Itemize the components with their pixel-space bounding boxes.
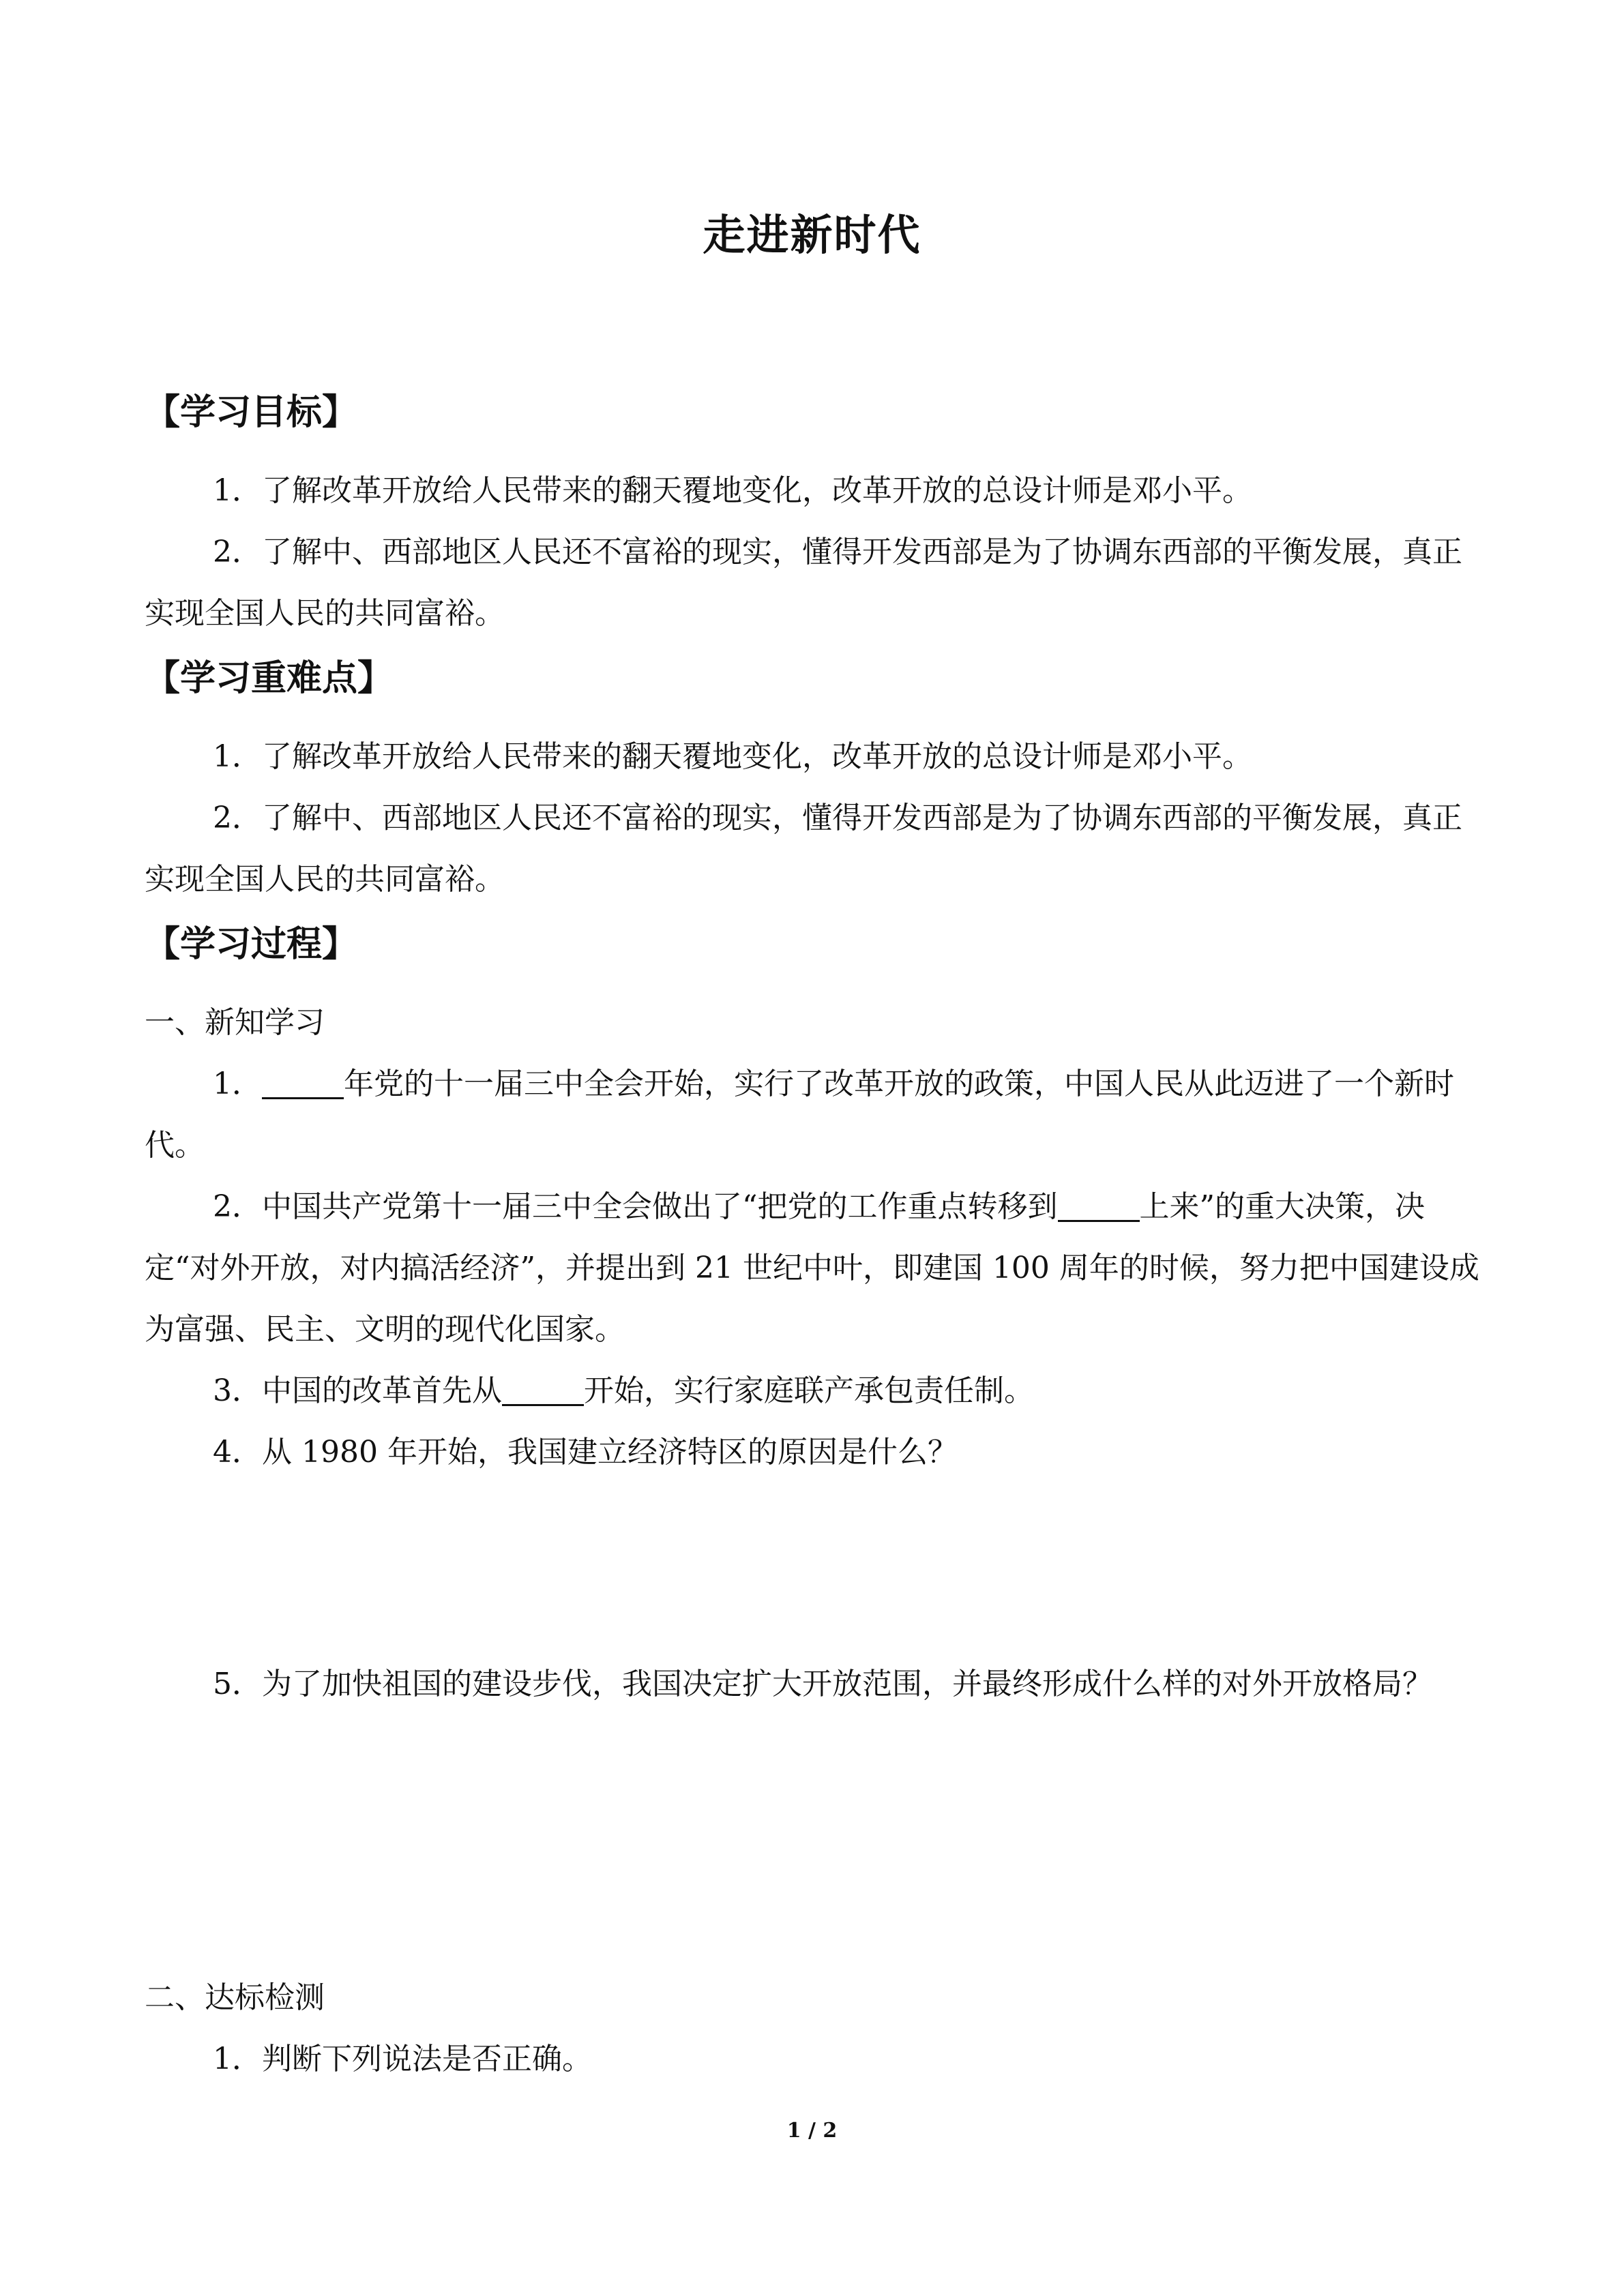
goal-item-1: 1．了解改革开放给人民带来的翻天覆地变化，改革开放的总设计师是邓小平。 <box>213 473 1252 508</box>
part-new-knowledge-label: 一、新知学习 <box>145 1005 325 1040</box>
key-point-item-2: 2．了解中、西部地区人民还不富裕的现实，懂得开发西部是为了协调东西部的平衡发展，真正实现全国人民的共同富裕。 <box>145 801 1462 897</box>
question-3-suffix: 开始，实行家庭联产承包责任制。 <box>584 1373 1034 1408</box>
heading-learning-goals: 【学习目标】 <box>145 392 358 433</box>
question-3-prefix: 3．中国的改革首先从 <box>213 1373 502 1408</box>
question-3 <box>145 1360 1485 1422</box>
question-1-suffix: 年党的十一届三中全会开始，实行了改革开放的政策，中国人民从此迈进了一个新时代。 <box>145 1067 1454 1163</box>
heading-key-points: 【学习重难点】 <box>145 658 394 699</box>
page-number: 1 / 2 <box>786 2119 838 2143</box>
question-2 <box>145 1176 1485 1360</box>
heading-learning-process: 【学习过程】 <box>145 924 358 965</box>
question-1-blank[interactable] <box>262 1058 344 1099</box>
question-3-blank[interactable] <box>502 1365 584 1406</box>
goal-item-2: 2．了解中、西部地区人民还不富裕的现实，懂得开发西部是为了协调东西部的平衡发展，真正实现全国人民的共同富裕。 <box>145 535 1462 631</box>
part-assessment-label: 二、达标检测 <box>145 1980 325 2015</box>
question-1 <box>145 1054 1485 1176</box>
question-2-suffix: 上来”的重大决策，决定“对外开放，对内搞活经济”，并提出到 21 世纪中叶，即建国 100 周年的时候，努力把中国建设成为富强、民主、文明的现代化国家。 <box>145 1189 1479 1347</box>
question-2-blank[interactable] <box>1058 1180 1140 1222</box>
document-title: 走进新时代 <box>703 210 921 260</box>
question-4: 4．从 1980 年开始，我国建立经济特区的原因是什么？ <box>213 1435 958 1470</box>
assessment-question-1: 1．判断下列说法是否正确。 <box>213 2042 592 2076</box>
key-point-item-1: 1．了解改革开放给人民带来的翻天覆地变化，改革开放的总设计师是邓小平。 <box>213 739 1252 774</box>
question-2-prefix: 2．中国共产党第十一届三中全会做出了“把党的工作重点转移到 <box>213 1189 1058 1224</box>
question-1-prefix: 1． <box>213 1067 262 1101</box>
question-5: 5．为了加快祖国的建设步伐，我国决定扩大开放范围，并最终形成什么样的对外开放格局？ <box>213 1667 1432 1701</box>
